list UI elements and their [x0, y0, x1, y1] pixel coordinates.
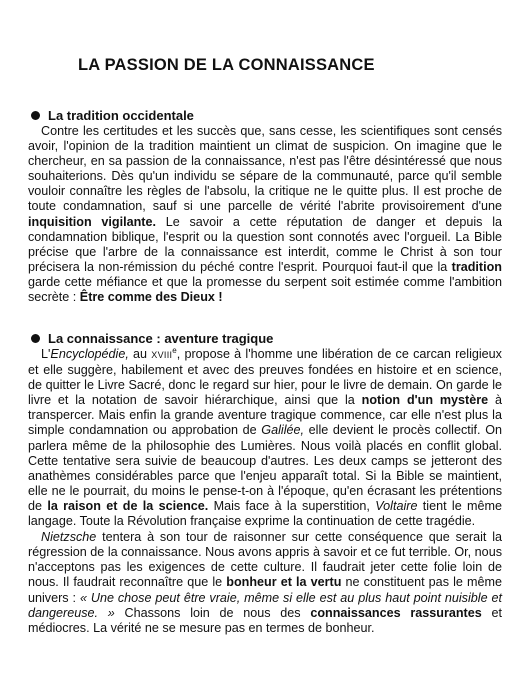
- section-heading-label: La connaissance : aventure tragique: [48, 331, 274, 346]
- section-connaissance-aventure: [28, 331, 502, 636]
- bold-text: bonheur et la vertu: [226, 575, 342, 590]
- text-run: ne constituent pas le même univers :: [28, 575, 502, 605]
- bullet-icon: [31, 334, 40, 343]
- section-heading: [28, 331, 502, 346]
- italic-text: Voltaire: [375, 498, 418, 513]
- bold-text: tradition: [451, 259, 502, 274]
- text-run: au: [128, 347, 152, 361]
- text-run: Mais face à la superstition,: [208, 498, 376, 513]
- bold-text: inquisition vigilante.: [28, 214, 156, 229]
- text-run: Chassons loin de nous des: [114, 605, 311, 620]
- quotation: « Une chose peut être vraie, même si elle est au plus haut point nuisible et dangereuse. »: [28, 590, 502, 620]
- page-title: LA PASSION DE LA CONNAISSANCE: [78, 56, 375, 74]
- text-run: tient le même langage. Toute la Révolution française exprime la continuation de cette tragédie.: [28, 498, 503, 529]
- section-heading: [28, 108, 502, 123]
- text-run: elle devient le procès collectif. On parlera même de la philosophie des Lumières. Nous voilà placés en conflit global. Cette tentative sera suivie de beaucoup d'autres. Les deux camps se jetteront des anathèmes considérables parce que l'enjeu apparaît total. Si la Bible se maintient, elle ne le pourrait, du moins le pense-t-on à l'époque, qu'en écrasant les prétentions de: [28, 423, 502, 513]
- text-run: Contre les certitudes et les succès que, sans cesse, les scientifiques sont censés avoir, l'opinion de la tradition maintient un climat de suspicion. On imagine que le chercheur, en sa passion de la connaissance, n'est pas l'être désintéressé que nous souhaiterions. Dès qu'un individu se sépare de la communauté, parce qu'il semble vouloir connaître les règles de l'absolu, la critique ne le quitte plus. Il est proche de toute condamnation, sauf si une parcelle de vérité l'abrite provisoirement d'une: [28, 124, 502, 214]
- bold-text: la raison et de la science.: [47, 498, 209, 513]
- century-superscript: e: [172, 345, 177, 355]
- text-run: L': [41, 347, 51, 361]
- bold-text: notion d'un mystère: [361, 393, 489, 408]
- paragraph: [28, 530, 502, 636]
- paragraph: [28, 347, 502, 529]
- text-run: garde cette méfiance et que la promesse du serpent soit estimée comme l'ambition secrète :: [28, 274, 502, 305]
- bullet-icon: [31, 111, 40, 120]
- italic-text: Encyclopédie,: [50, 347, 129, 361]
- section-tradition-occidentale: [28, 108, 502, 305]
- text-run: tentera à son tour de raisonner sur cette conséquence que serait la régression de la connaissance. Nous avons appris à savoir et ce fut terrible. Or, nous n'acceptons pas les exigences de cette culture. Il faudrait jeter cette folie loin de nous. Il faudrait reconnaître que le: [28, 530, 502, 590]
- text-run: , propose à l'homme une libération de ce carcan religieux et elle suggère, habilement et avec des preuves fondées en histoire et en science, de quitter le Livre Sacré, donc le regard sur hier, pour le livre de demain. On garde le livre et la notation de savoir hiérarchique, ainsi que la: [28, 347, 502, 408]
- text-run: à transpercer. Mais enfin la grande aventure tragique commence, car elle n'est plus la simple condamnation ou approbation de: [28, 393, 503, 438]
- bold-text: Être comme des Dieux !: [79, 290, 223, 305]
- section-heading-label: La tradition occidentale: [48, 108, 194, 123]
- text-run: Le savoir a cette réputation de danger et depuis la condamnation biblique, l'esprit ou la question sont connotés avec l'orgueil. La Bible précise que l'arbre de la connaissance est interdit, comme le Christ à son tour précisera la non-rémission du péché contre l'esprit. Pourquoi faut-il que la: [28, 214, 502, 274]
- text-run: et médiocres. La vérité ne se mesure pas en termes de bonheur.: [28, 605, 502, 635]
- italic-text: Galilée,: [261, 423, 304, 438]
- italic-text: Nietzsche: [41, 530, 97, 545]
- bold-text: connaissances rassurantes: [310, 605, 482, 620]
- century-numeral: XVIII: [151, 350, 173, 360]
- paragraph: [28, 124, 502, 305]
